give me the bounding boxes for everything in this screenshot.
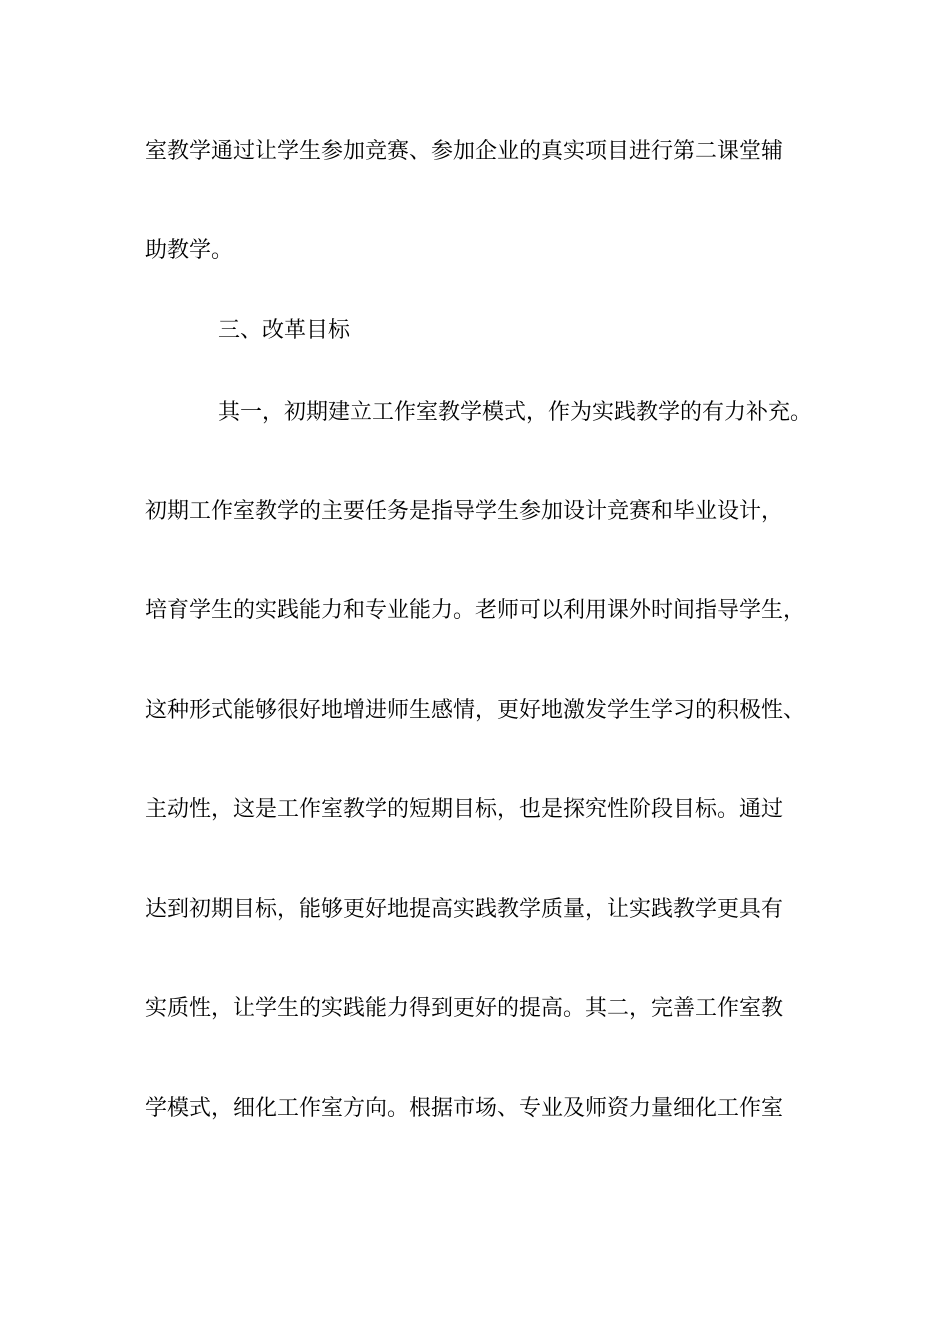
body-text-line: 其一，初期建立工作室教学模式，作为实践教学的有力补充。 xyxy=(218,400,813,425)
body-text-line: 培育学生的实践能力和专业能力。老师可以利用课外时间指导学生， xyxy=(145,598,806,623)
body-text-line: 初期工作室教学的主要任务是指导学生参加设计竞赛和毕业设计， xyxy=(145,499,784,524)
body-text-line: 主动性，这是工作室教学的短期目标，也是探究性阶段目标。通过 xyxy=(145,797,784,822)
body-text-line: 学模式，细化工作室方向。根据市场、专业及师资力量细化工作室 xyxy=(145,1096,784,1121)
section-heading: 三、改革目标 xyxy=(218,318,351,343)
body-text-line: 助教学。 xyxy=(145,238,234,263)
body-text-line: 实质性，让学生的实践能力得到更好的提高。其二，完善工作室教 xyxy=(145,996,784,1021)
body-text-line: 这种形式能够很好地增进师生感情，更好地激发学生学习的积极性、 xyxy=(145,698,806,723)
body-text-line: 室教学通过让学生参加竞赛、参加企业的真实项目进行第二课堂辅 xyxy=(145,139,784,164)
body-text-line: 达到初期目标，能够更好地提高实践教学质量，让实践教学更具有 xyxy=(145,897,784,922)
